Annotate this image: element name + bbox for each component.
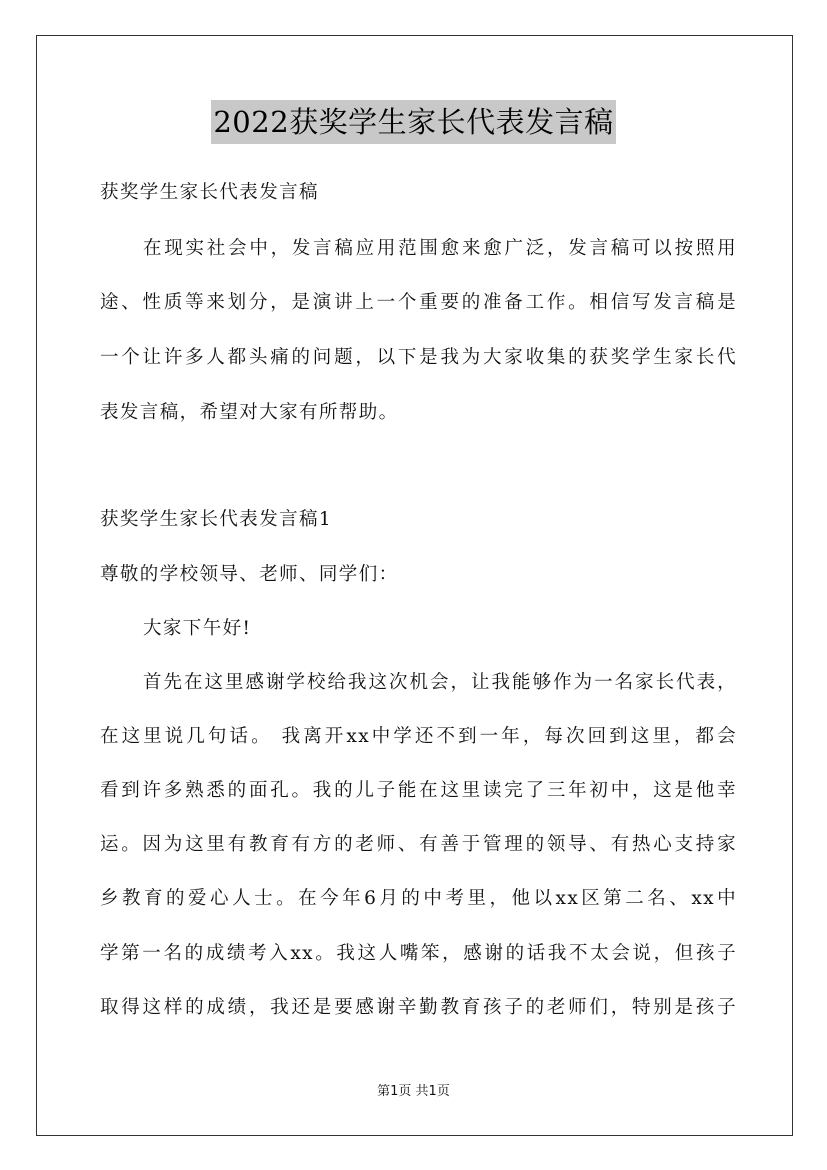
body-line-1: 首先在这里感谢学校给我这次机会，让我能够作为一名家长代表， — [143, 672, 737, 693]
section-heading: 获奖学生家长代表发言稿1 — [100, 509, 333, 530]
intro-line-3: 一个让许多人都头痛的问题，以下是我为大家收集的获奖学生家长代 — [100, 347, 737, 368]
body-line-5: 乡教育的爱心人士。在今年6月的中考里，他以xx区第二名、xx中 — [100, 888, 737, 909]
intro-line-2: 途、性质等来划分，是演讲上一个重要的准备工作。相信写发言稿是 — [100, 292, 737, 313]
salutation: 尊敬的学校领导、老师、同学们： — [100, 564, 399, 585]
intro-line-4: 表发言稿，希望对大家有所帮助。 — [100, 402, 399, 423]
document-subtitle: 获奖学生家长代表发言稿 — [100, 182, 319, 203]
body-line-3: 看到许多熟悉的面孔。我的儿子能在这里读完了三年初中，这是他幸 — [100, 780, 737, 801]
body-line-2: 在这里说几句话。 我离开xx中学还不到一年，每次回到这里，都会 — [100, 726, 737, 747]
page-footer: 第1页 共1页 — [377, 1084, 450, 1099]
document-title: 2022获奖学生家长代表发言稿 — [211, 100, 615, 144]
body-line-4: 运。因为这里有教育有方的老师、有善于管理的领导、有热心支持家 — [100, 834, 737, 855]
greeting: 大家下午好! — [143, 618, 252, 639]
intro-line-1: 在现实社会中，发言稿应用范围愈来愈广泛，发言稿可以按照用 — [143, 238, 737, 259]
title-container — [0, 100, 827, 144]
body-line-7: 取得这样的成绩，我还是要感谢辛勤教育孩子的老师们，特别是孩子 — [100, 997, 737, 1018]
body-line-6: 学第一名的成绩考入xx。我这人嘴笨，感谢的话我不太会说，但孩子 — [100, 943, 737, 964]
